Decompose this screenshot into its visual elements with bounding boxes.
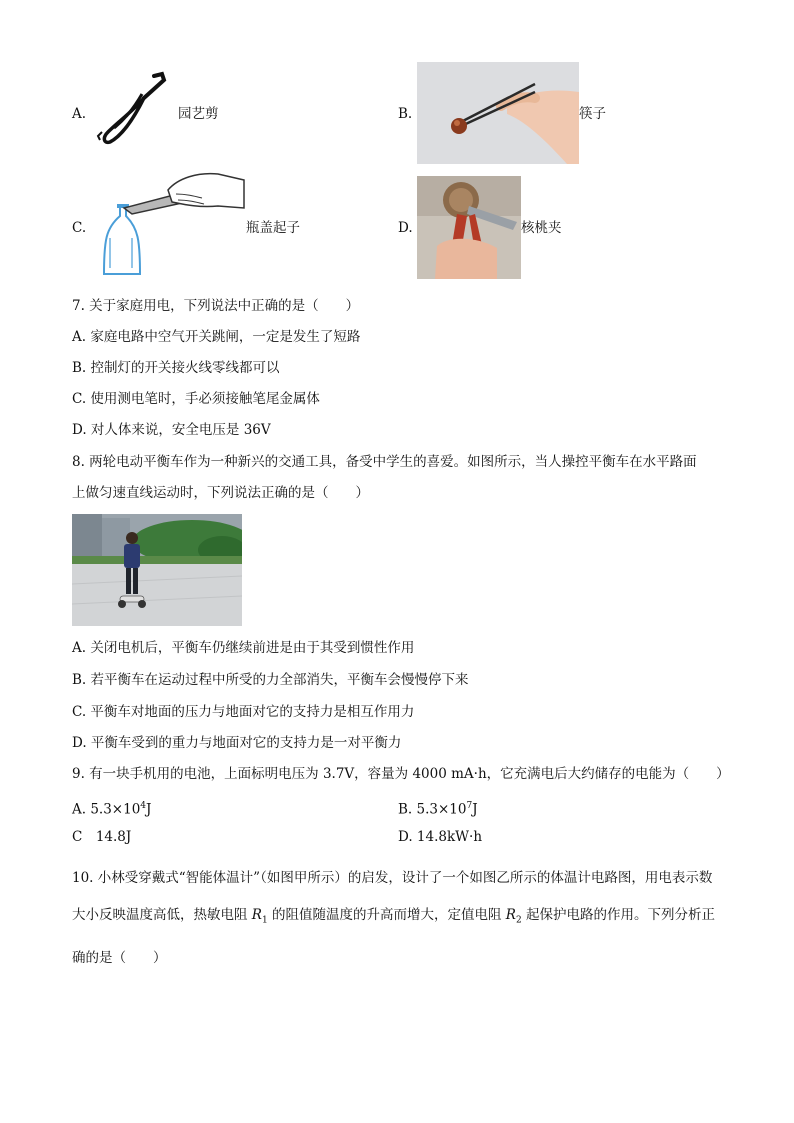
q8-stem-line1: 8. 两轮电动平衡车作为一种新兴的交通工具，备受中学生的喜爱。如图所示，当人操控平衡车在水平路面: [72, 454, 697, 470]
garden-shears-icon: [92, 70, 172, 150]
q7-stem: 7. 关于家庭用电，下列说法中正确的是（ ）: [72, 298, 360, 314]
nutcracker-icon: [417, 176, 521, 279]
q8-option-b: B. 若平衡车在运动过程中所受的力全部消失，平衡车会慢慢停下来: [72, 672, 469, 688]
q9-option-b: B. $5.3\times 10^7J$: [398, 801, 478, 818]
q7-option-c: C. 使用测电笔时，手必须接触笔尾金属体: [72, 391, 320, 407]
q8-option-c: C. 平衡车对地面的压力与地面对它的支持力是相互作用力: [72, 704, 415, 720]
chopsticks-photo: [417, 62, 579, 164]
option-b-label: B.: [398, 106, 413, 122]
q10-stem: 10. 小林受穿戴式“智能体温计”（如图甲所示）的启发，设计了一个如图乙所示的体温计电路图，用电表示数大小反映温度高低，热敏电阻 $R_1$ 的阻值随温度的升高而增大，定值电阻 $R_2$ 起保护电路的作用。下列分析正确的是（ ）: [72, 870, 715, 966]
option-c-label: C.: [72, 220, 87, 236]
option-a-label: A.: [72, 106, 87, 122]
option-b-caption: 筷子: [579, 106, 606, 122]
q8-option-d: D. 平衡车受到的重力与地面对它的支持力是一对平衡力: [72, 735, 402, 751]
nutcracker-photo: [417, 176, 521, 279]
q8-option-a: A. 关闭电机后，平衡车仍继续前进是由于其受到惯性作用: [72, 640, 415, 656]
q9-option-d: D. 14.8kW·h: [398, 829, 483, 845]
q8-stem-line2: 上做匀速直线运动时，下列说法正确的是（ ）: [72, 485, 369, 501]
garden-shears-image: [92, 70, 172, 150]
bottle-opener-image: [98, 168, 246, 276]
q9-stem: 9. 有一块手机用的电池，上面标明电压为 3.7V，容量为 4000 mA·h，它充满电后大约储存的电能为（ ）: [72, 766, 730, 782]
option-a-caption: 园艺剪: [178, 106, 219, 122]
balance-scooter-photo: [72, 514, 242, 626]
option-d-caption: 核桃夹: [521, 220, 562, 236]
q7-option-d: D. 对人体来说，安全电压是 36V: [72, 422, 271, 438]
q9-option-c: C 14.8J: [72, 829, 132, 845]
bottle-opener-icon: [98, 168, 246, 276]
q7-option-a: A. 家庭电路中空气开关跳闸，一定是发生了短路: [72, 329, 361, 345]
q7-option-b: B. 控制灯的开关接火线零线都可以: [72, 360, 280, 376]
option-d-label: D.: [398, 220, 413, 236]
q9-option-a: A. $5.3\times 10^4J$: [72, 801, 152, 818]
balance-scooter-icon: [72, 514, 242, 626]
chopsticks-icon: [417, 62, 579, 164]
option-c-caption: 瓶盖起子: [246, 220, 300, 236]
